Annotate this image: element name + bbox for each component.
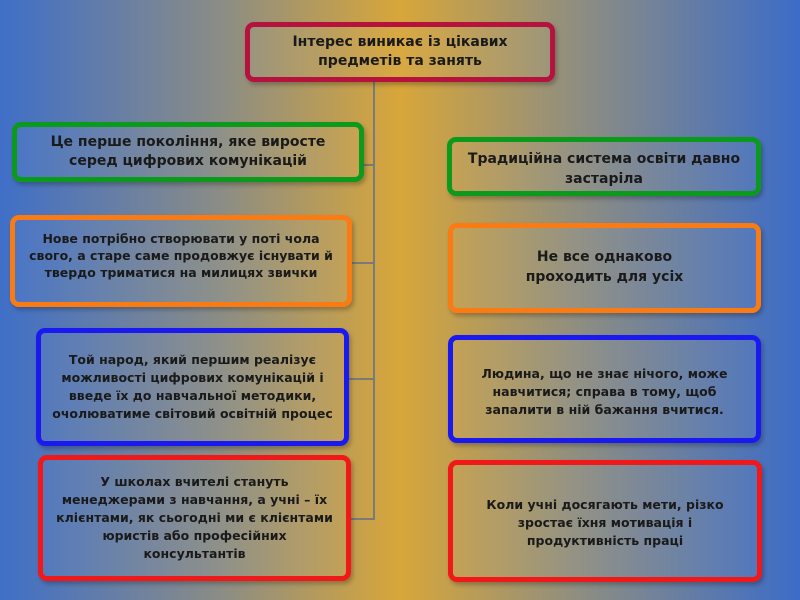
right-node-1: [447, 137, 761, 196]
right-node-3-text: Людина, що не знає нічого, може навчитися; справа в тому, щоб запалити в ній бажання вчитися.: [481, 366, 728, 417]
right-node-2: [448, 223, 761, 313]
connector-left-4: [350, 518, 374, 520]
connector-left-3: [348, 378, 374, 380]
right-node-2-text: Не все однаково проходить для усіх: [525, 249, 684, 285]
right-node-4-text: Коли учні досягають мети, різко зростає їхня мотивація і продуктивність праці: [486, 497, 724, 548]
left-node-4: [38, 455, 351, 581]
connector-left-2: [350, 262, 374, 264]
root-node-text: Інтерес виникає із цікавих предметів та занять: [292, 34, 508, 69]
right-node-3: [448, 335, 761, 443]
right-node-1-text: Традиційна система освіти давно застаріла: [467, 151, 741, 187]
left-node-1: [12, 122, 364, 182]
left-node-2-text: Нове потрібно створювати у поті чола свого, а старе саме продовжує існувати й твердо триматися на милицях звички: [29, 231, 333, 280]
left-node-3: [36, 328, 349, 446]
left-node-4-text: У школах вчителі стануть менеджерами з навчання, а учні – їх клієнтами, як сьогодні ми є клієнтами юристів або професійних консультантів: [56, 474, 333, 561]
left-node-1-text: Це перше покоління, яке виросте серед цифрових комунікацій: [50, 134, 326, 169]
root-node: [245, 22, 555, 82]
right-node-4: [448, 460, 762, 582]
left-node-3-text: Той народ, який першим реалізує можливості цифрових комунікацій і введе їх до навчальної методики, очолюватиме світовий освітній процес: [52, 352, 333, 421]
connector-trunk: [373, 80, 375, 520]
left-node-2: [10, 215, 352, 307]
